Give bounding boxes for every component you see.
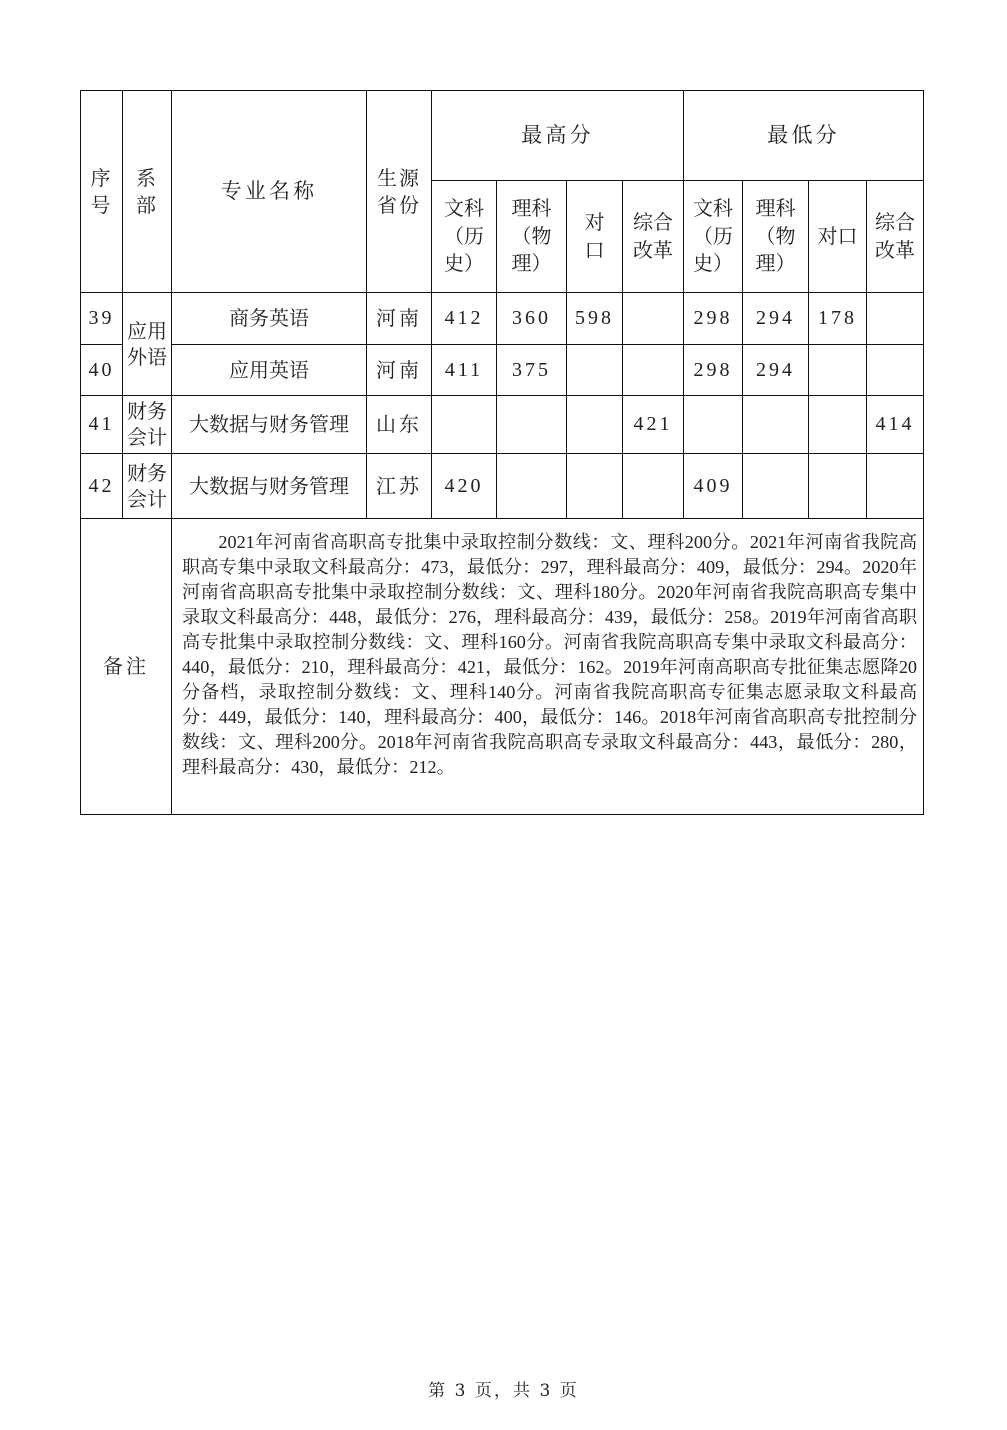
header-max-li: 理科（物理） (497, 181, 567, 293)
cell-province: 山东 (367, 396, 432, 454)
cell-min-duikou (809, 396, 867, 454)
notes-content (172, 519, 924, 815)
header-max-score: 最高分 (432, 91, 684, 181)
header-min-li: 理科（物理） (743, 181, 809, 293)
header-max-zonghe: 综合改革 (623, 181, 684, 293)
page-footer: 第 3 页，共 3 页 (428, 1381, 579, 1401)
cell-min-wen: 409 (684, 454, 743, 519)
admission-scores-table (80, 90, 924, 815)
cell-min-duikou (809, 345, 867, 396)
notes-label: 备注 (81, 519, 172, 815)
notes-text: 2021年河南省高职高专批集中录取控制分数线：文、理科200分。2021年河南省我院高职高专集中录取文科最高分：473，最低分：297，理科最高分：409，最低分：294。2020年河南省高职高专批集中录取控制分数线：文、理科180分。2020年河南省我院高职高专集中录取文科最高分：448，最低分：276，理科最高分：439，最低分：258。2019年河南省高职高专批集中录取控制分数线：文、理科160分。河南省我院高职高专集中录取文科最高分：440，最低分：210，理科最高分：421，最低分：162。2019年河南高职高专批征集志愿降20分备档，录取控制分数线：文、理科140分。河南省我院高职高专征集志愿录取文科最高分：449，最低分：140，理科最高分：400，最低分：146。2018年河南省高职高专批控制分数线：文、理科200分。2018年河南省我院高职高专录取文科最高分：443，最低分：280，理科最高分：430，最低分：212。 (182, 532, 918, 777)
cell-max-zonghe: 421 (623, 396, 684, 454)
cell-max-zonghe (623, 293, 684, 345)
table-row (81, 454, 924, 519)
cell-dept: 财务会计 (123, 396, 172, 454)
cell-max-li: 360 (497, 293, 567, 345)
cell-min-li (743, 454, 809, 519)
cell-min-li: 294 (743, 345, 809, 396)
header-min-wen: 文科（历史） (684, 181, 743, 293)
cell-max-wen: 412 (432, 293, 497, 345)
cell-seq: 40 (81, 345, 123, 396)
cell-max-duikou: 598 (567, 293, 623, 345)
cell-min-wen: 298 (684, 293, 743, 345)
header-max-wen: 文科（历史） (432, 181, 497, 293)
notes-row (81, 519, 924, 815)
cell-max-duikou (567, 345, 623, 396)
header-max-duikou: 对口 (567, 181, 623, 293)
cell-min-li (743, 396, 809, 454)
header-min-duikou: 对口 (809, 181, 867, 293)
cell-seq: 39 (81, 293, 123, 345)
cell-max-duikou (567, 396, 623, 454)
table-row (81, 345, 924, 396)
header-dept: 系部 (123, 91, 172, 293)
cell-max-duikou (567, 454, 623, 519)
header-min-score: 最低分 (684, 91, 924, 181)
cell-seq: 41 (81, 396, 123, 454)
cell-max-li: 375 (497, 345, 567, 396)
cell-major: 商务英语 (172, 293, 367, 345)
cell-max-li (497, 454, 567, 519)
cell-min-zonghe: 414 (867, 396, 924, 454)
header-province: 生源省份 (367, 91, 432, 293)
cell-max-wen: 420 (432, 454, 497, 519)
cell-max-wen: 411 (432, 345, 497, 396)
cell-min-li: 294 (743, 293, 809, 345)
cell-province: 河南 (367, 345, 432, 396)
cell-province: 江苏 (367, 454, 432, 519)
cell-max-wen (432, 396, 497, 454)
cell-min-zonghe (867, 345, 924, 396)
cell-major: 应用英语 (172, 345, 367, 396)
cell-min-wen (684, 396, 743, 454)
cell-min-zonghe (867, 293, 924, 345)
cell-min-zonghe (867, 454, 924, 519)
cell-province: 河南 (367, 293, 432, 345)
cell-dept: 财务会计 (123, 454, 172, 519)
table-row (81, 396, 924, 454)
cell-min-duikou (809, 454, 867, 519)
cell-max-zonghe (623, 454, 684, 519)
header-major: 专业名称 (172, 91, 367, 293)
header-seq: 序号 (81, 91, 123, 293)
cell-min-duikou: 178 (809, 293, 867, 345)
cell-max-zonghe (623, 345, 684, 396)
table-row (81, 293, 924, 345)
header-min-zonghe: 综合改革 (867, 181, 924, 293)
header-row-1 (81, 91, 924, 181)
cell-max-li (497, 396, 567, 454)
cell-major: 大数据与财务管理 (172, 454, 367, 519)
cell-major: 大数据与财务管理 (172, 396, 367, 454)
cell-dept: 应用外语 (123, 293, 172, 396)
cell-min-wen: 298 (684, 345, 743, 396)
cell-seq: 42 (81, 454, 123, 519)
